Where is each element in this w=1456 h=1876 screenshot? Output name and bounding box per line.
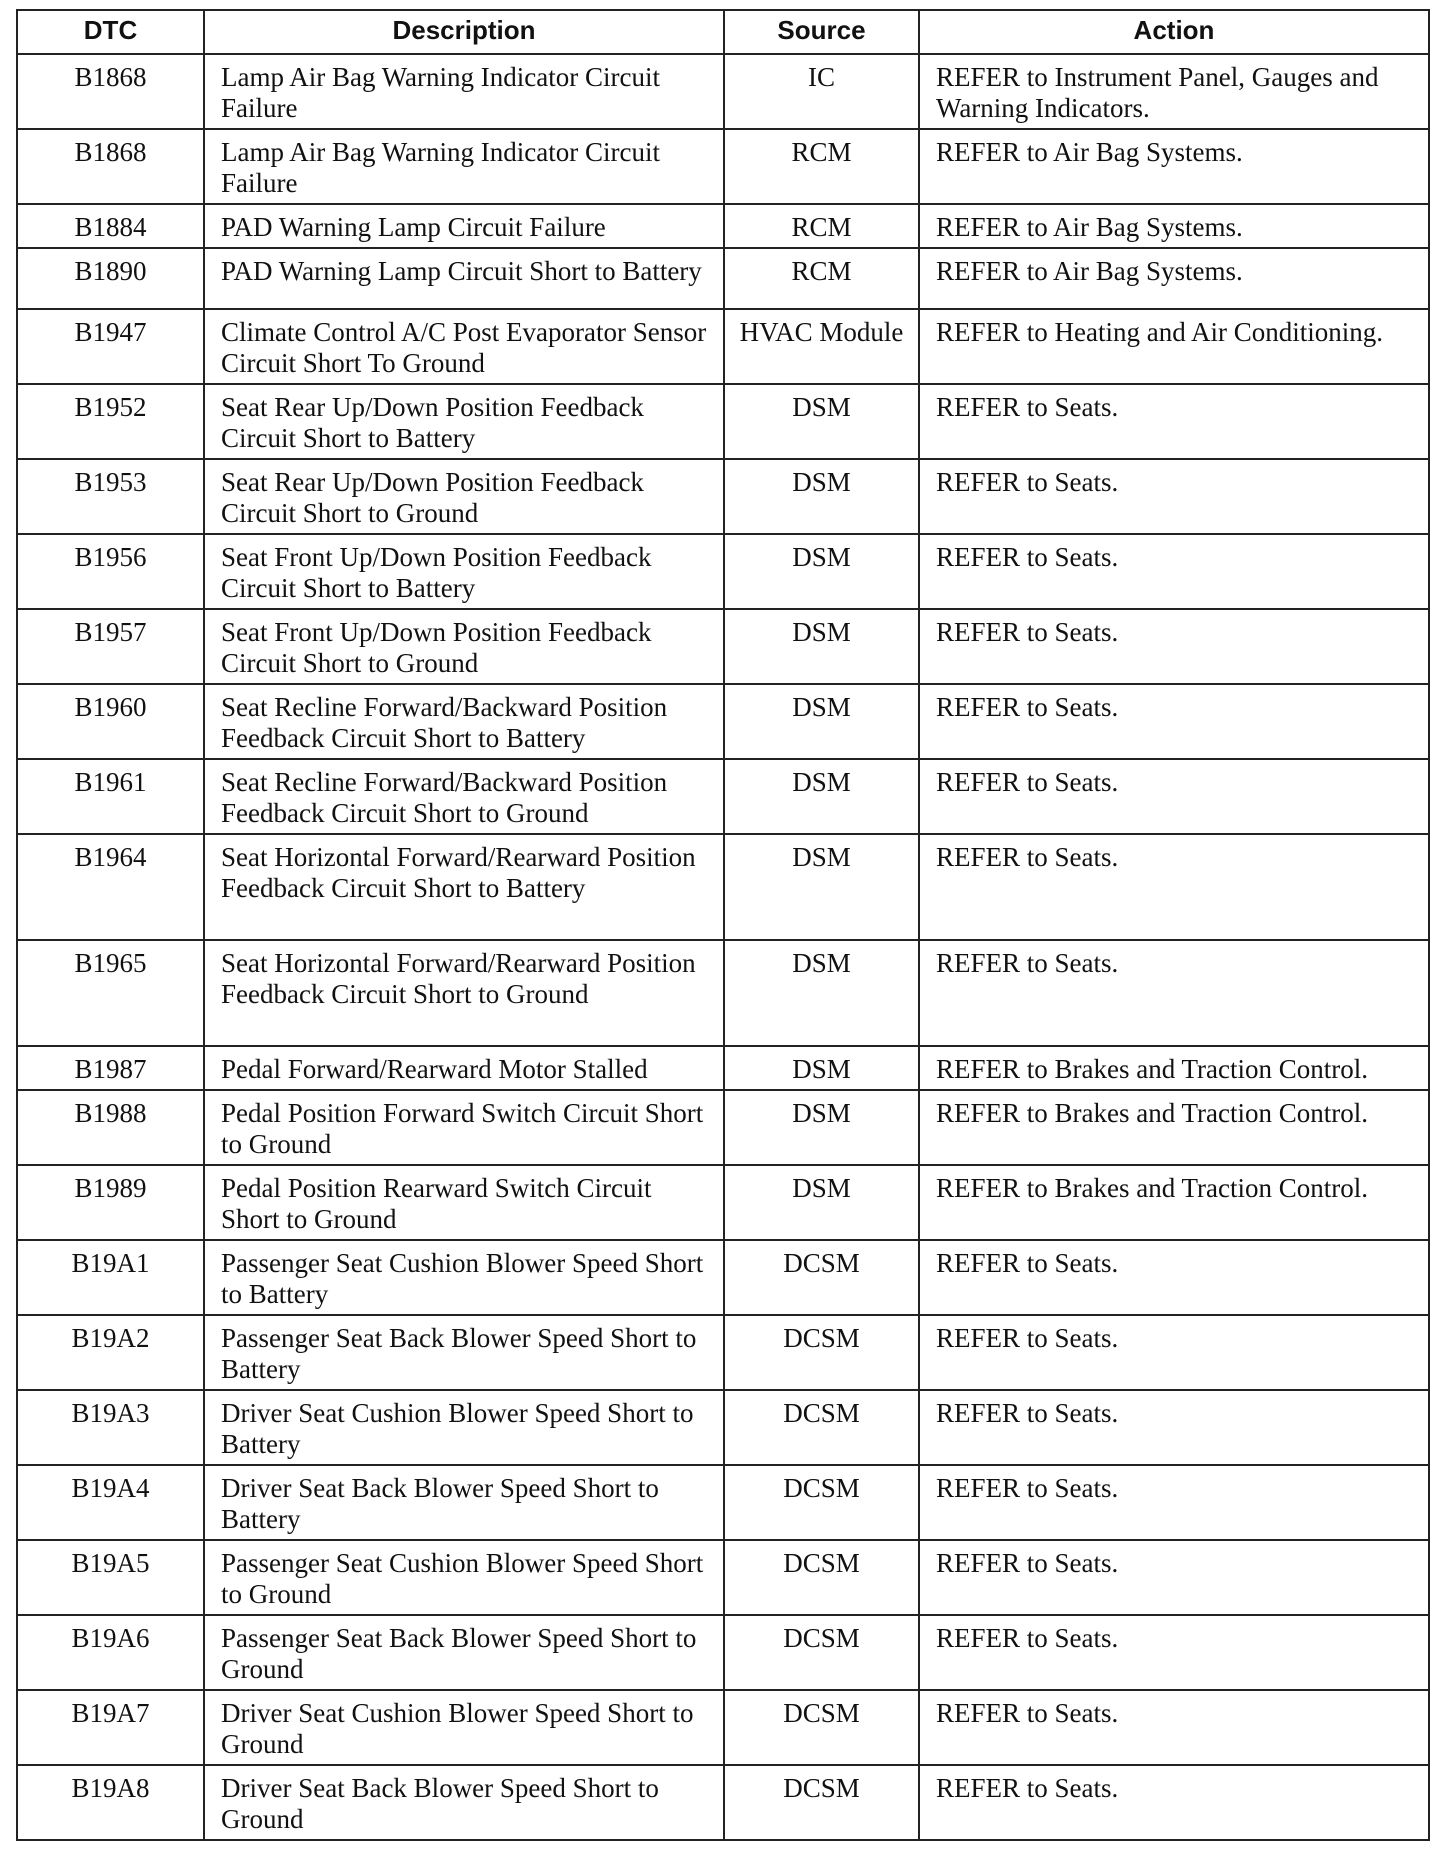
cell-action: REFER to Seats. [919, 834, 1429, 940]
cell-source: DSM [724, 459, 919, 534]
cell-description: Pedal Position Forward Switch Circuit Short to Ground [204, 1090, 724, 1165]
cell-source: RCM [724, 248, 919, 309]
table-row [17, 1615, 1429, 1690]
cell-source: DCSM [724, 1465, 919, 1540]
header-description: Description [204, 10, 724, 54]
cell-dtc: B1989 [17, 1165, 204, 1240]
cell-description: Seat Recline Forward/Backward Position Feedback Circuit Short to Ground [204, 759, 724, 834]
cell-dtc: B1964 [17, 834, 204, 940]
table-row [17, 1390, 1429, 1465]
cell-dtc: B1965 [17, 940, 204, 1046]
cell-dtc: B1953 [17, 459, 204, 534]
table-row [17, 1240, 1429, 1315]
cell-description: Seat Rear Up/Down Position Feedback Circuit Short to Battery [204, 384, 724, 459]
cell-dtc: B19A8 [17, 1765, 204, 1840]
table-row [17, 1046, 1429, 1090]
cell-source: DSM [724, 1165, 919, 1240]
cell-dtc: B19A6 [17, 1615, 204, 1690]
cell-description: Driver Seat Back Blower Speed Short to Ground [204, 1765, 724, 1840]
cell-source: DSM [724, 1046, 919, 1090]
cell-description: Seat Front Up/Down Position Feedback Circuit Short to Ground [204, 609, 724, 684]
cell-source: RCM [724, 204, 919, 248]
table-row [17, 1165, 1429, 1240]
header-dtc: DTC [17, 10, 204, 54]
cell-description: Seat Recline Forward/Backward Position Feedback Circuit Short to Battery [204, 684, 724, 759]
cell-action: REFER to Seats. [919, 384, 1429, 459]
table-row [17, 248, 1429, 309]
cell-dtc: B1947 [17, 309, 204, 384]
cell-source: DSM [724, 684, 919, 759]
table-row [17, 940, 1429, 1046]
cell-dtc: B19A7 [17, 1690, 204, 1765]
cell-dtc: B1957 [17, 609, 204, 684]
table-row [17, 1540, 1429, 1615]
cell-description: Passenger Seat Back Blower Speed Short to Ground [204, 1615, 724, 1690]
table-row [17, 1765, 1429, 1840]
cell-dtc: B19A5 [17, 1540, 204, 1615]
cell-action: REFER to Seats. [919, 1540, 1429, 1615]
cell-description: Passenger Seat Back Blower Speed Short to Battery [204, 1315, 724, 1390]
table-row [17, 54, 1429, 129]
table-row [17, 1690, 1429, 1765]
cell-dtc: B19A4 [17, 1465, 204, 1540]
cell-action: REFER to Seats. [919, 1390, 1429, 1465]
cell-description: Passenger Seat Cushion Blower Speed Short to Ground [204, 1540, 724, 1615]
cell-action: REFER to Seats. [919, 1240, 1429, 1315]
cell-action: REFER to Seats. [919, 534, 1429, 609]
cell-source: HVAC Module [724, 309, 919, 384]
cell-dtc: B1960 [17, 684, 204, 759]
table-row [17, 384, 1429, 459]
cell-action: REFER to Instrument Panel, Gauges and Warning Indicators. [919, 54, 1429, 129]
cell-dtc: B1988 [17, 1090, 204, 1165]
table-row [17, 534, 1429, 609]
cell-action: REFER to Seats. [919, 459, 1429, 534]
cell-source: IC [724, 54, 919, 129]
cell-dtc: B1890 [17, 248, 204, 309]
table-row [17, 309, 1429, 384]
cell-description: Seat Horizontal Forward/Rearward Position Feedback Circuit Short to Battery [204, 834, 724, 940]
cell-dtc: B1961 [17, 759, 204, 834]
cell-action: REFER to Seats. [919, 1465, 1429, 1540]
cell-action: REFER to Seats. [919, 1315, 1429, 1390]
cell-action: REFER to Brakes and Traction Control. [919, 1165, 1429, 1240]
cell-description: Seat Rear Up/Down Position Feedback Circuit Short to Ground [204, 459, 724, 534]
header-source: Source [724, 10, 919, 54]
cell-action: REFER to Air Bag Systems. [919, 204, 1429, 248]
dtc-table [16, 9, 1430, 1841]
cell-action: REFER to Heating and Air Conditioning. [919, 309, 1429, 384]
table-row [17, 1315, 1429, 1390]
cell-action: REFER to Seats. [919, 684, 1429, 759]
cell-action: REFER to Brakes and Traction Control. [919, 1090, 1429, 1165]
cell-action: REFER to Seats. [919, 940, 1429, 1046]
cell-action: REFER to Air Bag Systems. [919, 248, 1429, 309]
cell-description: PAD Warning Lamp Circuit Failure [204, 204, 724, 248]
cell-source: DSM [724, 940, 919, 1046]
cell-action: REFER to Seats. [919, 1615, 1429, 1690]
cell-source: DCSM [724, 1765, 919, 1840]
cell-description: Driver Seat Cushion Blower Speed Short to Ground [204, 1690, 724, 1765]
cell-description: Lamp Air Bag Warning Indicator Circuit Failure [204, 54, 724, 129]
cell-dtc: B1956 [17, 534, 204, 609]
cell-source: DCSM [724, 1315, 919, 1390]
table-row [17, 684, 1429, 759]
cell-source: DSM [724, 834, 919, 940]
cell-dtc: B1884 [17, 204, 204, 248]
cell-source: DSM [724, 759, 919, 834]
cell-action: REFER to Seats. [919, 1690, 1429, 1765]
cell-source: DSM [724, 534, 919, 609]
table-row [17, 1090, 1429, 1165]
cell-source: DSM [724, 384, 919, 459]
cell-action: REFER to Air Bag Systems. [919, 129, 1429, 204]
cell-action: REFER to Seats. [919, 759, 1429, 834]
cell-source: DCSM [724, 1540, 919, 1615]
cell-source: DCSM [724, 1615, 919, 1690]
cell-description: Climate Control A/C Post Evaporator Sensor Circuit Short To Ground [204, 309, 724, 384]
cell-dtc: B19A2 [17, 1315, 204, 1390]
cell-description: PAD Warning Lamp Circuit Short to Battery [204, 248, 724, 309]
table-row [17, 204, 1429, 248]
cell-source: DSM [724, 609, 919, 684]
cell-action: REFER to Brakes and Traction Control. [919, 1046, 1429, 1090]
cell-description: Seat Horizontal Forward/Rearward Position Feedback Circuit Short to Ground [204, 940, 724, 1046]
cell-action: REFER to Seats. [919, 1765, 1429, 1840]
table-row [17, 609, 1429, 684]
table-row [17, 1465, 1429, 1540]
cell-description: Passenger Seat Cushion Blower Speed Short to Battery [204, 1240, 724, 1315]
cell-description: Seat Front Up/Down Position Feedback Circuit Short to Battery [204, 534, 724, 609]
cell-description: Lamp Air Bag Warning Indicator Circuit Failure [204, 129, 724, 204]
cell-description: Pedal Position Rearward Switch Circuit Short to Ground [204, 1165, 724, 1240]
cell-source: DCSM [724, 1690, 919, 1765]
cell-source: DSM [724, 1090, 919, 1165]
cell-action: REFER to Seats. [919, 609, 1429, 684]
table-row [17, 129, 1429, 204]
table-row [17, 759, 1429, 834]
cell-dtc: B19A3 [17, 1390, 204, 1465]
header-action: Action [919, 10, 1429, 54]
cell-dtc: B1987 [17, 1046, 204, 1090]
cell-source: DCSM [724, 1240, 919, 1315]
cell-description: Driver Seat Cushion Blower Speed Short to Battery [204, 1390, 724, 1465]
cell-description: Driver Seat Back Blower Speed Short to Battery [204, 1465, 724, 1540]
cell-source: RCM [724, 129, 919, 204]
cell-dtc: B1868 [17, 54, 204, 129]
table-row [17, 834, 1429, 940]
cell-dtc: B1952 [17, 384, 204, 459]
cell-source: DCSM [724, 1390, 919, 1465]
table-row [17, 459, 1429, 534]
cell-dtc: B1868 [17, 129, 204, 204]
cell-dtc: B19A1 [17, 1240, 204, 1315]
cell-description: Pedal Forward/Rearward Motor Stalled [204, 1046, 724, 1090]
table-header-row [17, 10, 1429, 54]
